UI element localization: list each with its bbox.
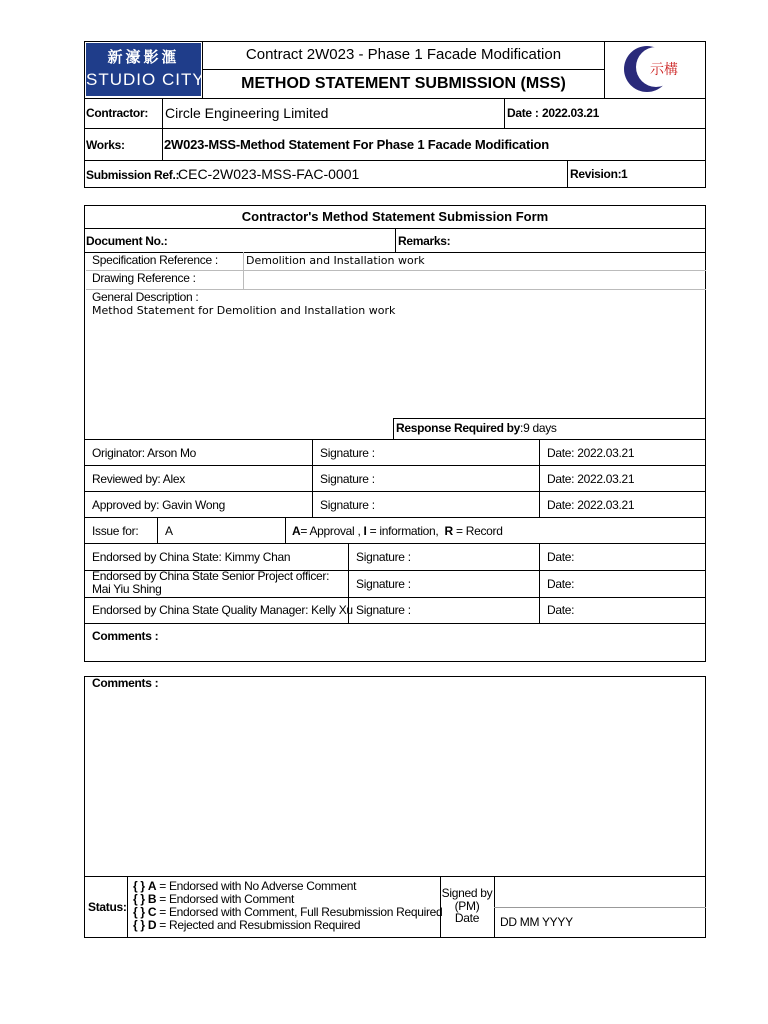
divider (84, 98, 706, 99)
divider (285, 517, 286, 543)
endorser-3-name: Endorsed by China State Quality Manager: Kelly Xu (92, 603, 353, 617)
reviewer-signature-label: Signature : (320, 472, 375, 486)
review-comments-label: Comments : (92, 676, 159, 690)
divider (162, 98, 163, 160)
spec-ref-value: Demolition and Installation work (246, 254, 425, 267)
divider (84, 597, 706, 598)
subref-label: Submission Ref.: (86, 168, 180, 182)
general-desc-value: Method Statement for Demolition and Installation work (92, 304, 396, 317)
response-value: :9 days (520, 421, 557, 435)
originator-name: Originator: Arson Mo (92, 446, 197, 460)
subref-value: CEC-2W023-MSS-FAC-0001 (178, 166, 360, 182)
status-option-d[interactable] (133, 919, 360, 932)
revision-value: 1 (621, 167, 628, 181)
endorser-3-signature-label: Signature : (356, 603, 411, 617)
signed-by-line3: Date (454, 911, 480, 925)
issue-for-label: Issue for: (92, 524, 139, 538)
reviewer-date: Date: 2022.03.21 (547, 472, 635, 486)
divider (127, 876, 128, 938)
issue-legend (292, 524, 503, 538)
company-logo (620, 43, 690, 95)
approver-date: Date: 2022.03.21 (547, 498, 635, 512)
spec-ref-label: Specification Reference : (92, 253, 218, 267)
contractor-label: Contractor: (86, 106, 149, 120)
status-c-text: = Endorsed with Comment, Full Resubmission Required (156, 905, 443, 919)
logo-cn-text: 新濠影滙 (107, 48, 180, 66)
divider (567, 160, 568, 188)
response-label: Response Required by (396, 421, 521, 435)
divider (84, 623, 706, 624)
reviewer-name: Reviewed by: Alex (92, 472, 185, 486)
pm-date-field[interactable]: DD MM YYYY (500, 915, 573, 929)
endorser-2-name-line2: Mai Yiu Shing (92, 582, 162, 596)
studio-city-logo (86, 43, 205, 96)
doc-no-label: Document No.: (86, 234, 168, 248)
divider (84, 543, 706, 544)
date-value: 2022.03.21 (542, 106, 600, 120)
legend-r-key: R (444, 524, 453, 538)
status-b-bracket[interactable]: { } (133, 892, 145, 906)
response-required (396, 421, 557, 435)
works-label: Works: (86, 138, 125, 152)
divider (504, 98, 505, 128)
logo-en-text: STUDIO CITY (86, 70, 205, 89)
divider (84, 491, 706, 492)
divider (84, 160, 706, 161)
company-logo-text: 示構 (650, 62, 678, 78)
contractor-value: Circle Engineering Limited (165, 105, 329, 121)
status-a-bracket[interactable]: { } (133, 879, 145, 893)
form-title: Contractor's Method Statement Submission Form (241, 209, 549, 224)
remarks-label: Remarks: (398, 234, 451, 248)
status-b-key: B (147, 892, 157, 906)
status-a-key: A (147, 879, 157, 893)
status-c-bracket[interactable]: { } (133, 905, 145, 919)
status-d-bracket[interactable]: { } (133, 918, 145, 932)
divider (157, 517, 158, 543)
legend-i-text: = information, (369, 524, 439, 538)
originator-signature-label: Signature : (320, 446, 375, 460)
endorser-2-date-label: Date: (547, 577, 575, 591)
works-value: 2W023-MSS-Method Statement For Phase 1 Facade Modification (164, 137, 549, 152)
date-label: Date : (507, 106, 539, 120)
endorser-1-date-label: Date: (547, 550, 575, 564)
contract-line: Contract 2W023 - Phase 1 Facade Modification (245, 46, 562, 63)
status-d-text: = Rejected and Resubmission Required (156, 918, 361, 932)
legend-i-key: I (363, 524, 367, 538)
mss-title: METHOD STATEMENT SUBMISSION (MSS) (241, 75, 566, 92)
status-label: Status: (88, 900, 127, 914)
legend-a-key: A (292, 524, 301, 538)
form-comments-label: Comments : (92, 629, 159, 643)
divider (84, 128, 706, 129)
endorser-2-name-line1: Endorsed by China State Senior Project officer: (92, 569, 330, 583)
approver-name: Approved by: Gavin Wong (92, 498, 225, 512)
status-d-key: D (147, 918, 157, 932)
legend-a-text: = Approval , (300, 524, 361, 538)
endorser-2-signature-label: Signature : (356, 577, 411, 591)
divider (84, 465, 706, 466)
divider (604, 41, 605, 98)
legend-r-text: = Record (455, 524, 503, 538)
endorser-1-signature-label: Signature : (356, 550, 411, 564)
divider (243, 252, 244, 290)
status-a-text: = Endorsed with No Adverse Comment (156, 879, 357, 893)
pm-signature-field[interactable] (495, 877, 705, 907)
drawing-ref-label: Drawing Reference : (92, 271, 196, 285)
general-desc-label: General Description : (92, 290, 199, 304)
approver-signature-label: Signature : (320, 498, 375, 512)
endorser-1-name: Endorsed by China State: Kimmy Chan (92, 550, 291, 564)
signed-by-line2: (PM) (454, 899, 480, 913)
divider (84, 439, 706, 440)
divider (494, 907, 706, 908)
divider (539, 439, 540, 517)
endorser-3-date-label: Date: (547, 603, 575, 617)
divider (84, 517, 706, 518)
signed-by-line1: Signed by (441, 886, 493, 900)
divider (312, 439, 313, 517)
revision-label: Revision: (570, 167, 622, 181)
issue-for-value: A (165, 524, 173, 538)
status-c-key: C (147, 905, 157, 919)
status-b-text: = Endorsed with Comment (156, 892, 295, 906)
divider (539, 543, 540, 623)
originator-date: Date: 2022.03.21 (547, 446, 635, 460)
divider (395, 228, 396, 252)
